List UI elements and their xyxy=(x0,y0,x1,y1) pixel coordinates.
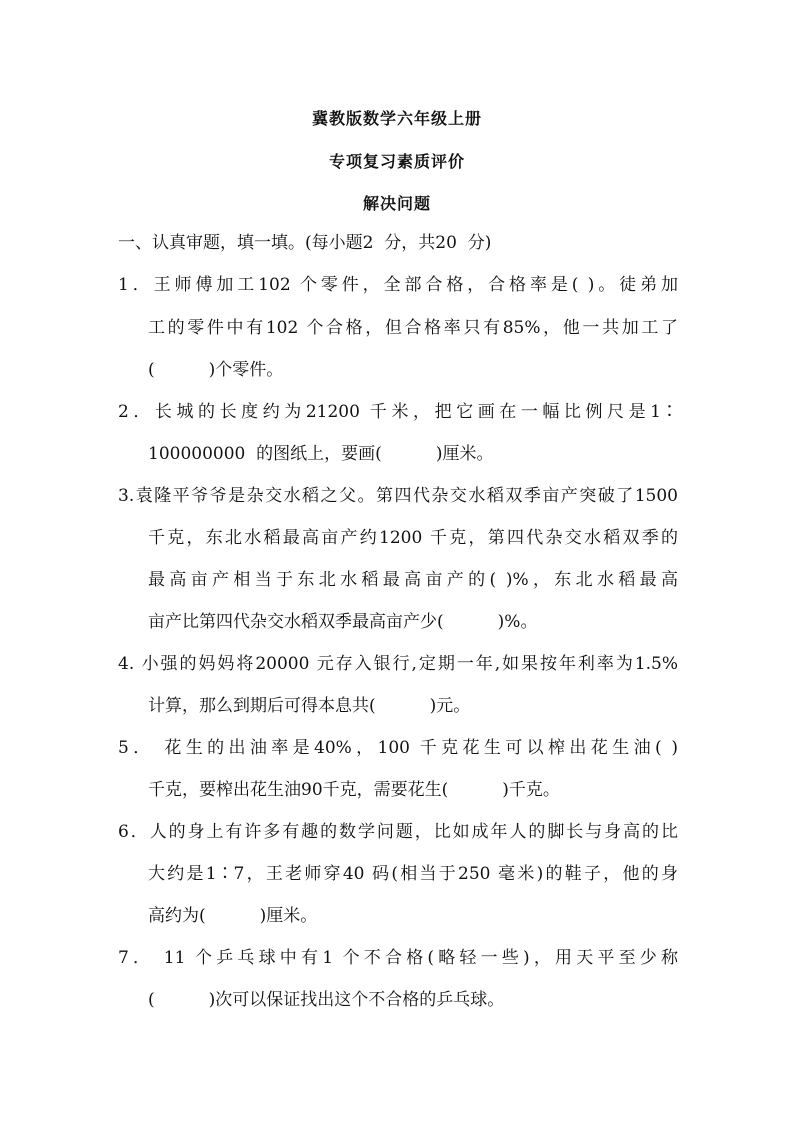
document-subtitle: 专项复习素质评价 xyxy=(328,152,465,171)
question-6-line-3: 高约为( )厘米。 xyxy=(148,906,318,926)
question-1-line-1: 1．王师傅加工102 个零件，全部合格，合格率是( )。徒弟加 xyxy=(118,275,678,295)
question-1-line-2: 工的零件中有102 个合格，但合格率只有85%，他一共加工了 xyxy=(148,318,678,338)
question-2-line-2: 100000000 的图纸上，要画( )厘米。 xyxy=(148,444,494,464)
question-4-line-2: 计算，那么到期后可得本息共( )元。 xyxy=(148,696,471,716)
question-3-line-3: 最高亩产相当于东北水稻最高亩产的( )%，东北水稻最高 xyxy=(148,570,678,590)
section-heading: 一、认真审题，填一填。(每小题2 分，共20 分) xyxy=(118,233,492,253)
question-5-line-1: 5． 花生的出油率是40%，100 千克花生可以榨出花生油( ) xyxy=(118,738,678,758)
question-6-line-1: 6．人的身上有许多有趣的数学问题，比如成年人的脚长与身高的比 xyxy=(118,822,678,842)
question-1-line-3: ( )个零件。 xyxy=(148,360,284,380)
question-6-line-2: 大约是1∶7，王老师穿40 码(相当于250 毫米)的鞋子，他的身 xyxy=(148,864,678,884)
question-7-line-2: ( )次可以保证找出这个不合格的乒乓球。 xyxy=(148,990,505,1010)
question-3-line-1: 3.袁隆平爷爷是杂交水稻之父。第四代杂交水稻双季亩产突破了1500 xyxy=(118,486,678,506)
question-2-line-1: 2．长城的长度约为21200 千米，把它画在一幅比例尺是1∶ xyxy=(118,402,678,422)
question-3-line-4: 亩产比第四代杂交水稻双季最高亩产少( )%。 xyxy=(148,612,538,632)
question-3-line-2: 千克，东北水稻最高亩产约1200 千克，第四代杂交水稻双季的 xyxy=(148,528,678,548)
section-topic-title: 解决问题 xyxy=(362,194,431,213)
question-7-line-1: 7． 11 个乒乓球中有1 个不合格(略轻一些)，用天平至少称 xyxy=(118,948,678,968)
question-4-line-1: 4. 小强的妈妈将20000 元存入银行,定期一年,如果按年利率为1.5% xyxy=(118,654,678,674)
document-title: 冀教版数学六年级上册 xyxy=(311,109,482,128)
question-5-line-2: 千克，要榨出花生油90千克，需要花生( )千克。 xyxy=(148,780,560,800)
